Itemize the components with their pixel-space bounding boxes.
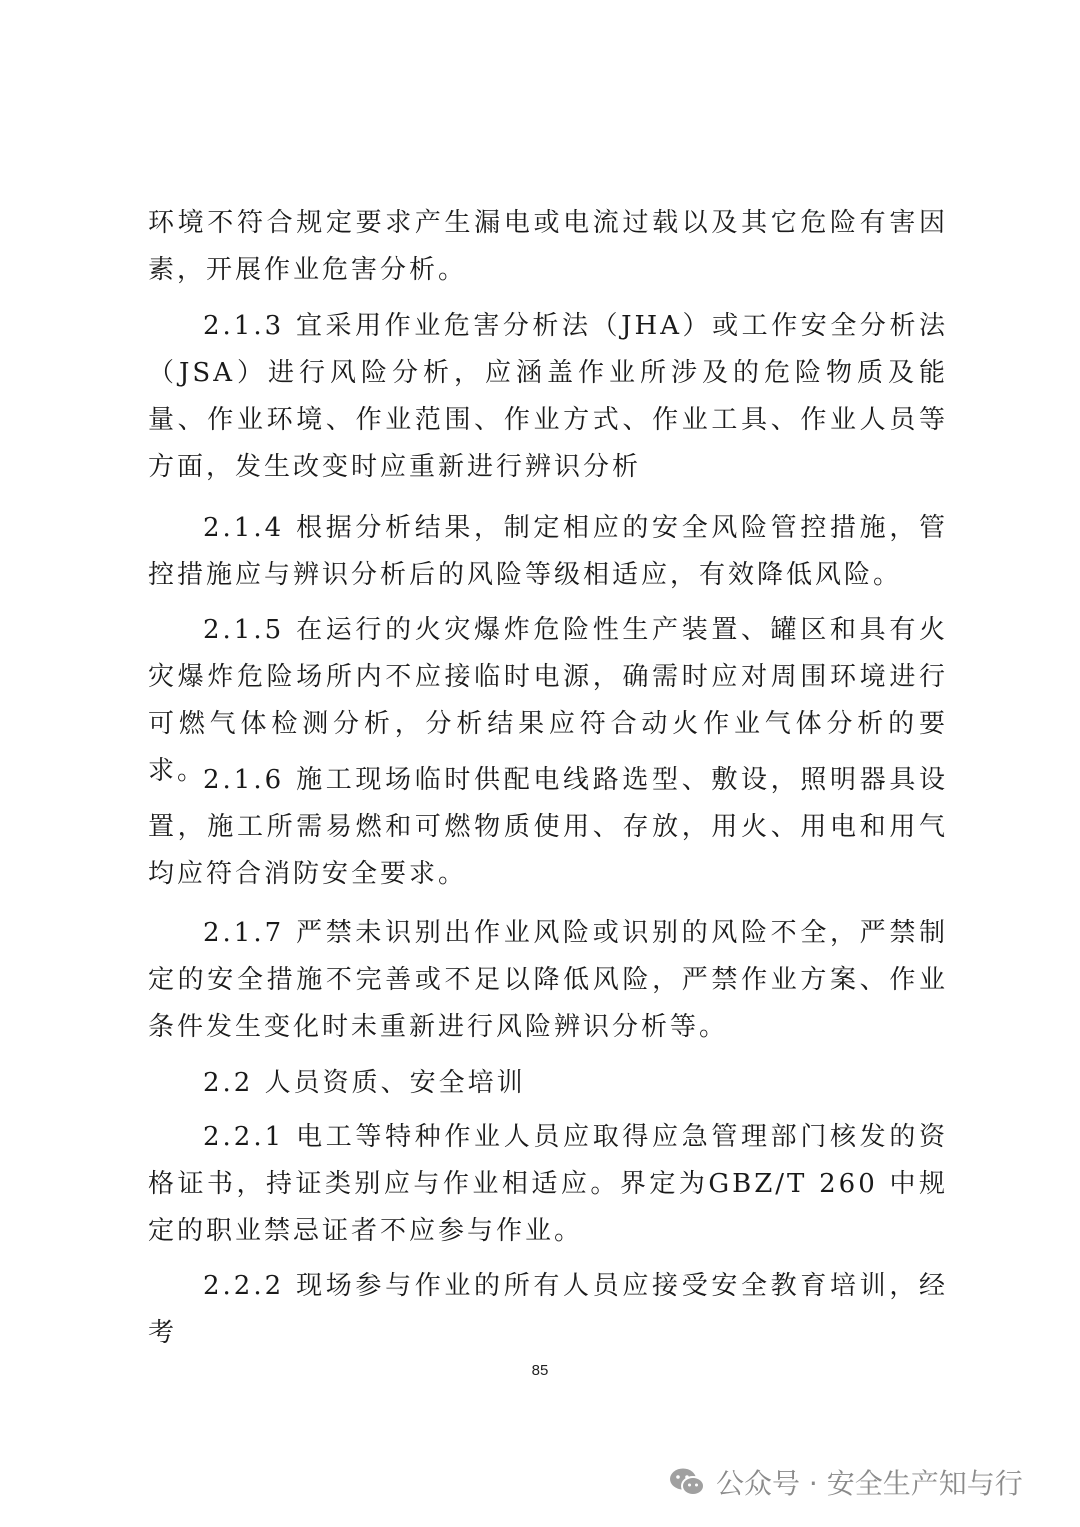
wechat-icon: [668, 1467, 706, 1497]
paragraph-continuation: 环境不符合规定要求产生漏电或电流过载以及其它危险有害因素，开展作业危害分析。: [148, 208, 948, 285]
watermark-text: 公众号 · 安全生产知与行: [716, 1467, 1023, 1500]
paragraph-2-1-7: 2.1.7 严禁未识别出作业风险或识别的风险不全，严禁制定的安全措施不完善或不足以降低风险，严禁作业方案、作业条件发生变化时未重新进行风险辨识分析等。: [148, 918, 948, 1042]
watermark: [668, 1462, 1023, 1502]
paragraph-2-1-3: 2.1.3 宜采用作业危害分析法（JHA）或工作安全分析法（JSA）进行风险分析，应涵盖作业所涉及的危险物质及能量、作业环境、作业范围、作业方式、作业工具、作业人员等方面，发生改变时应重新进行辨识分析: [148, 311, 948, 482]
paragraph-2-2-2: 2.2.2 现场参与作业的所有人员应接受安全教育培训，经考: [148, 1271, 948, 1348]
paragraph-2-2-1: 2.2.1 电工等特种作业人员应取得应急管理部门核发的资格证书，持证类别应与作业相适应。界定为GBZ/T 260 中规定的职业禁忌证者不应参与作业。: [148, 1122, 948, 1246]
page-number: 85: [531, 1362, 549, 1379]
paragraph-2-1-4: 2.1.4 根据分析结果，制定相应的安全风险管控措施，管控措施应与辨识分析后的风险等级相适应，有效降低风险。: [148, 513, 948, 590]
section-heading-2-2: 2.2 人员资质、安全培训: [203, 1068, 526, 1098]
paragraph-2-1-5: 2.1.5 在运行的火灾爆炸危险性生产装置、罐区和具有火灾爆炸危险场所内不应接临时电源，确需时应对周围环境进行可燃气体检测分析，分析结果应符合动火作业气体分析的要求。: [148, 615, 948, 786]
paragraph-2-1-6: 2.1.6 施工现场临时供配电线路选型、敷设，照明器具设置，施工所需易燃和可燃物质使用、存放，用火、用电和用气均应符合消防安全要求。: [148, 765, 948, 889]
